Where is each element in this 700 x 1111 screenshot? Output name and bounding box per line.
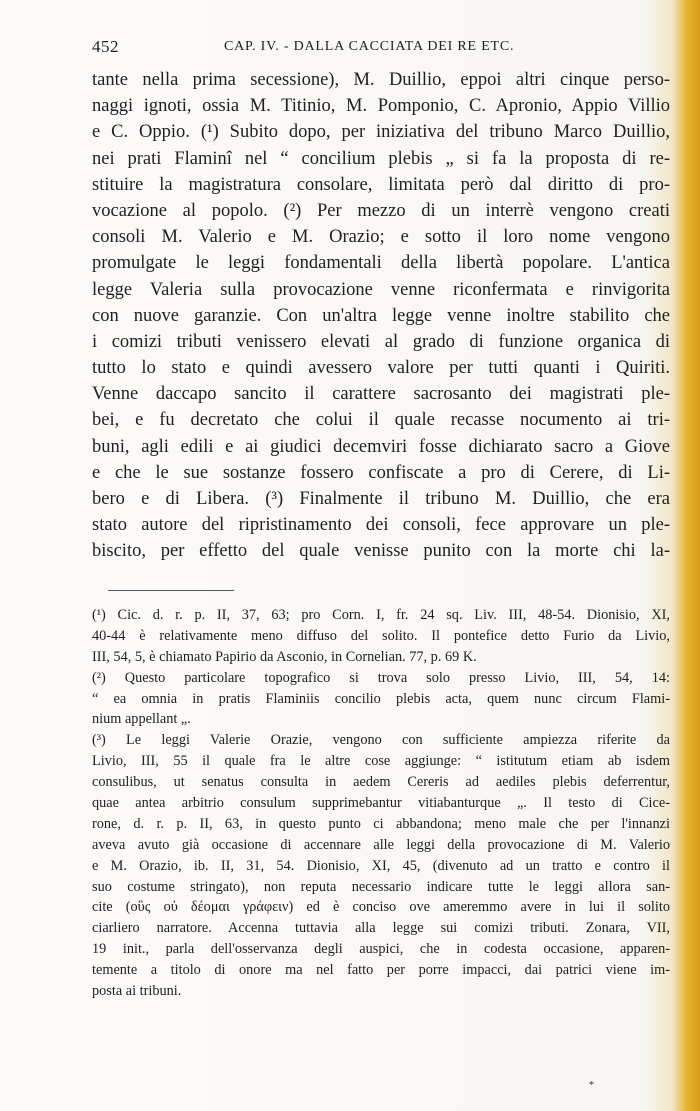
footnote-line: (²) Questo particolare topografico si trova solo presso Livio, III, 54, 14: bbox=[92, 669, 670, 686]
footnote-line: Livio, III, 55 il quale fra le altre cose aggiunge: “ istitutum etiam ab isdem bbox=[92, 753, 670, 770]
body-line: vocazione al popolo. (²) Per mezzo di un interrè vengono creati bbox=[92, 200, 670, 221]
body-line: biscito, per effetto del quale venisse punito con la morte chi la- bbox=[92, 541, 670, 562]
footnotes bbox=[92, 605, 670, 1002]
footnote-line: (¹) Cic. d. r. p. II, 37, 63; pro Corn. I, fr. 24 sq. Liv. III, 48-54. Dionisio, XI, bbox=[92, 607, 670, 623]
body-line: bei, e fu decretato che colui il quale recasse nocumento ai tri- bbox=[92, 410, 670, 431]
body-line: stituire la magistratura consolare, limitata però dal diritto di pro- bbox=[92, 174, 670, 195]
body-line: promulgate le leggi fondamentali della libertà popolare. L'antica bbox=[92, 253, 670, 274]
body-line: stato autore del ripristinamento dei consoli, fece approvare un ple- bbox=[92, 515, 670, 536]
bottom-mark: * bbox=[589, 1080, 594, 1091]
footnote-line: suo costume stringato), non reputa necessario indicare tutte le leggi allora san- bbox=[92, 878, 670, 895]
body-line: con nuove garanzie. Con un'altra legge venne inoltre stabilito che bbox=[92, 305, 670, 326]
body-line: e che le sue sostanze fossero confiscate a pro di Cerere, di Li- bbox=[92, 462, 670, 483]
body-line: consoli M. Valerio e M. Orazio; e sotto il loro nome vengono bbox=[92, 227, 670, 248]
footnote-line: ciarliero narratore. Accenna tuttavia alla legge sui comizi tributi. Zonara, VII, bbox=[92, 920, 670, 937]
body-line: i comizi tributi venissero elevati al grado di funzione organica di bbox=[92, 331, 670, 352]
footnote-line: aveva avuto già occasione di accennare alle leggi della provocazione di M. Valerio bbox=[92, 836, 670, 853]
footnote-line: cite (οὓς οὐ δέομαι γράφειν) ed è conciso ove ameremmo avere in lui il solito bbox=[92, 899, 670, 916]
footnote-line: rone, d. r. p. II, 63, in questo punto ci abbandona; meno male che per l'innanzi bbox=[92, 815, 670, 832]
body-line: tante nella prima secessione), M. Duillio, eppoi altri cinque perso- bbox=[92, 70, 670, 90]
body-line: bero e di Libera. (³) Finalmente il tribuno M. Duillio, che era bbox=[92, 489, 670, 509]
body-line: tutto lo stato e quindi avessero valore per tutti quanti i Quiriti. bbox=[92, 358, 670, 379]
body-line: legge Valeria sulla provocazione venne riconfermata e rinvigorita bbox=[92, 279, 670, 300]
footnote-line: III, 54, 5, è chiamato Papirio da Asconio, in Cornelian. 77, p. 69 K. bbox=[92, 648, 477, 665]
footnote-separator bbox=[108, 590, 234, 591]
footnote-line: “ ea omnia in pratis Flaminiis concilio plebis acta, quem nunc circum Flami- bbox=[92, 690, 670, 707]
footnote-line: 19 init., parla dell'osservanza degli auspici, che in codesta occasione, apparen- bbox=[92, 941, 670, 958]
page-number: 452 bbox=[92, 37, 119, 56]
body-line: e C. Oppio. (¹) Subito dopo, per iniziativa del tribuno Marco Duillio, bbox=[92, 122, 670, 143]
main-text bbox=[92, 67, 670, 565]
footnote-line: nium appellant „. bbox=[92, 711, 191, 728]
footnote-line: temente a titolo di onore ma nel fatto per porre impacci, dai patrici viene im- bbox=[92, 962, 670, 979]
page-header bbox=[92, 37, 672, 61]
body-line: naggi ignoti, ossia M. Titinio, M. Pomponio, C. Apronio, Appio Villio bbox=[92, 96, 670, 117]
footnote-line: 40-44 è relativamente meno diffuso del solito. Il pontefice detto Furio da Livio, bbox=[92, 627, 670, 644]
footnote-line: (³) Le leggi Valerie Orazie, vengono con sufficiente ampiezza riferite da bbox=[92, 732, 670, 749]
body-line: buni, agli edili e ai giudici decemviri fosse dichiarato sacro a Giove bbox=[92, 436, 670, 457]
footnote-line: consulibus, ut senatus consulta in aedem Cereris ad aediles plebis deferrentur, bbox=[92, 774, 670, 791]
footnote-line: quae antea arbitrio consulum supprimebantur vitiabanturque „. Il testo di Cice- bbox=[92, 795, 670, 812]
footnote-line: posta ai tribuni. bbox=[92, 983, 182, 1000]
body-line: nei prati Flaminî nel “ concilium plebis „ si fa la proposta di re- bbox=[92, 148, 670, 169]
body-line: Venne daccapo sancito il carattere sacrosanto dei magistrati ple- bbox=[92, 384, 670, 405]
footnote-line: e M. Orazio, ib. II, 31, 54. Dionisio, XI, 45, (divenuto ad un tratto e contro il bbox=[92, 857, 670, 874]
running-head: CAP. IV. - DALLA CACCIATA DEI RE ETC. bbox=[224, 39, 515, 54]
